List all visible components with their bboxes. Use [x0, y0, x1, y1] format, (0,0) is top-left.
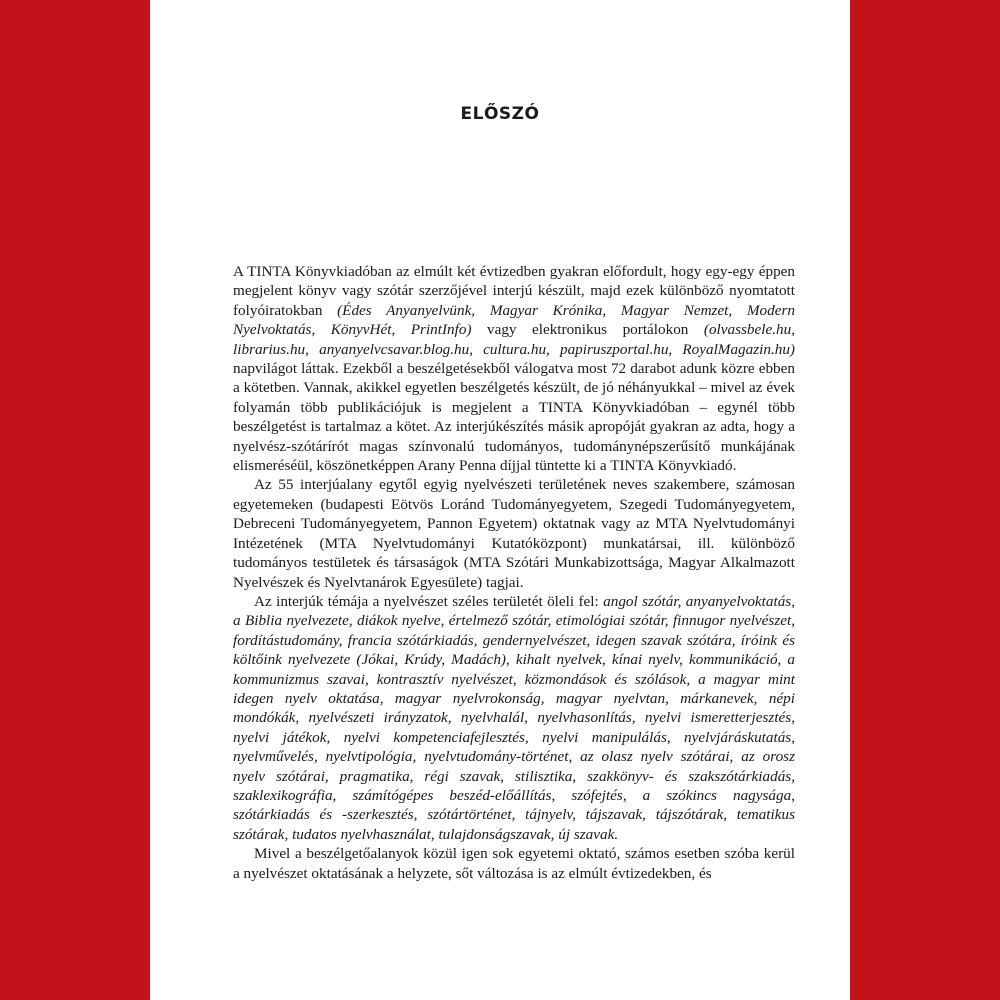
text-run: Mivel a beszélgetőalanyok közül igen sok egyetemi oktató, számos esetben szóba kerül a nyelvészet oktatásának a helyzete, sőt változása is az elmúlt évtizedekben, és	[233, 845, 795, 882]
body-paragraph	[233, 844, 795, 883]
text-run: Az 55 interjúalany egytől egyig nyelvészeti területének neves szakembere, számosan egyetemeken (budapesti Eötvös Loránd Tudományegyetem, Szegedi Tudományegyetem, Debreceni Tudományegyetem, Pannon Egyetem) oktatnak vagy az MTA Nyelvtudományi Intézetének (MTA Nyelvtudományi Kutatóközpont) munkatársai, ill. különböző tudományos testületek és társaságok (MTA Szótári Munkabizottsága, Magyar Alkalmazott Nyelvészek és Nyelvtanárok Egyesülete) tagjai.	[233, 476, 795, 591]
text-run: Az interjúk témája a nyelvészet széles területét öleli fel:	[254, 592, 604, 610]
body-paragraph	[233, 475, 795, 591]
italic-text-run: angol szótár, anyanyelvoktatás, a Biblia nyelvezete, diákok nyelve, értelmező szótár, etimológiai szótár, finnugor nyelvészet, fordítástudomány, francia szótárkiadás, gendernyelvészet, idegen szavak szótára, íróink és költőink nyelvezete (Jókai, Krúdy, Madách), kihalt nyelvek, kínai nyelv, kommunikáció, a kommunizmus szavai, kontrasztív nyelvészet, közmondások és szólások, a magyar mint idegen nyelv oktatása, magyar nyelvrokonság, magyar nyelvtan, márkanevek, népi mondókák, nyelvészeti irányzatok, nyelvhalál, nyelvhasonlítás, nyelvi ismeretterjesztés, nyelvi játékok, nyelvi kompetenciafejlesztés, nyelvi manipulálás, nyelvjáráskutatás, nyelvművelés, nyelvtipológia, nyelvtudomány-történet, az olasz nyelv szótárai, az orosz nyelv szótárai, pragmatika, régi szavak, stilisztika, szakkönyv- és szakszótárkiadás, szaklexikográfia, számítógépes beszéd-előállítás, szófejtés, a szókincs nagysága, szótárkiadás és -szerkesztés, szótártörténet, tájnyelv, tájszavak, tájszótárak, tematikus szótárak, tudatos nyelvhasználat, tulajdonságszavak, új szavak.	[233, 592, 795, 843]
text-run: A TINTA Könyvkiadóban az elmúlt két évtizedben gyakran előfordult, hogy egy-egy éppen megjelent könyv vagy szótár szerzőjével interjú készült, majd ezek különböző nyomtatott folyóiratokban	[233, 263, 795, 319]
body-paragraph	[233, 592, 795, 844]
italic-text-run: (Édes Anyanyelvünk, Magyar Krónika, Magyar Nemzet, Modern Nyelvoktatás, KönyvHét, PrintInfo)	[233, 301, 795, 339]
text-run: napvilágot láttak. Ezekből a beszélgetésekből válogatva most 72 darabot adunk közre ebben a kötetben. Vannak, akikkel egyetlen beszélgetés készült, de jó néhányukkal – mivel az évek folyamán több publikációjuk is megjelent a TINTA Könyvkiadóban – egynél több beszélgetést is tartalmaz a kötet. Az interjúkészítés másik apropóját gyakran az adta, hogy a nyelvész-szótárírót magas színvonalú tudományos, tudománynépszerűsítő munkájának elismeréséül, köszönetképpen Arany Penna díjjal tüntette ki a TINTA Könyvkiadó.	[233, 360, 795, 475]
page-body	[233, 262, 795, 883]
page-title: ELŐSZÓ	[460, 104, 540, 124]
text-run: vagy elektronikus portálokon	[471, 321, 704, 339]
italic-text-run: (olvassbele.hu, librarius.hu, anyanyelvcsavar.blog.hu, cultura.hu, papiruszportal.hu, RoyalMagazin.hu)	[233, 321, 795, 358]
body-paragraph	[233, 262, 795, 475]
book-page	[150, 0, 850, 1000]
